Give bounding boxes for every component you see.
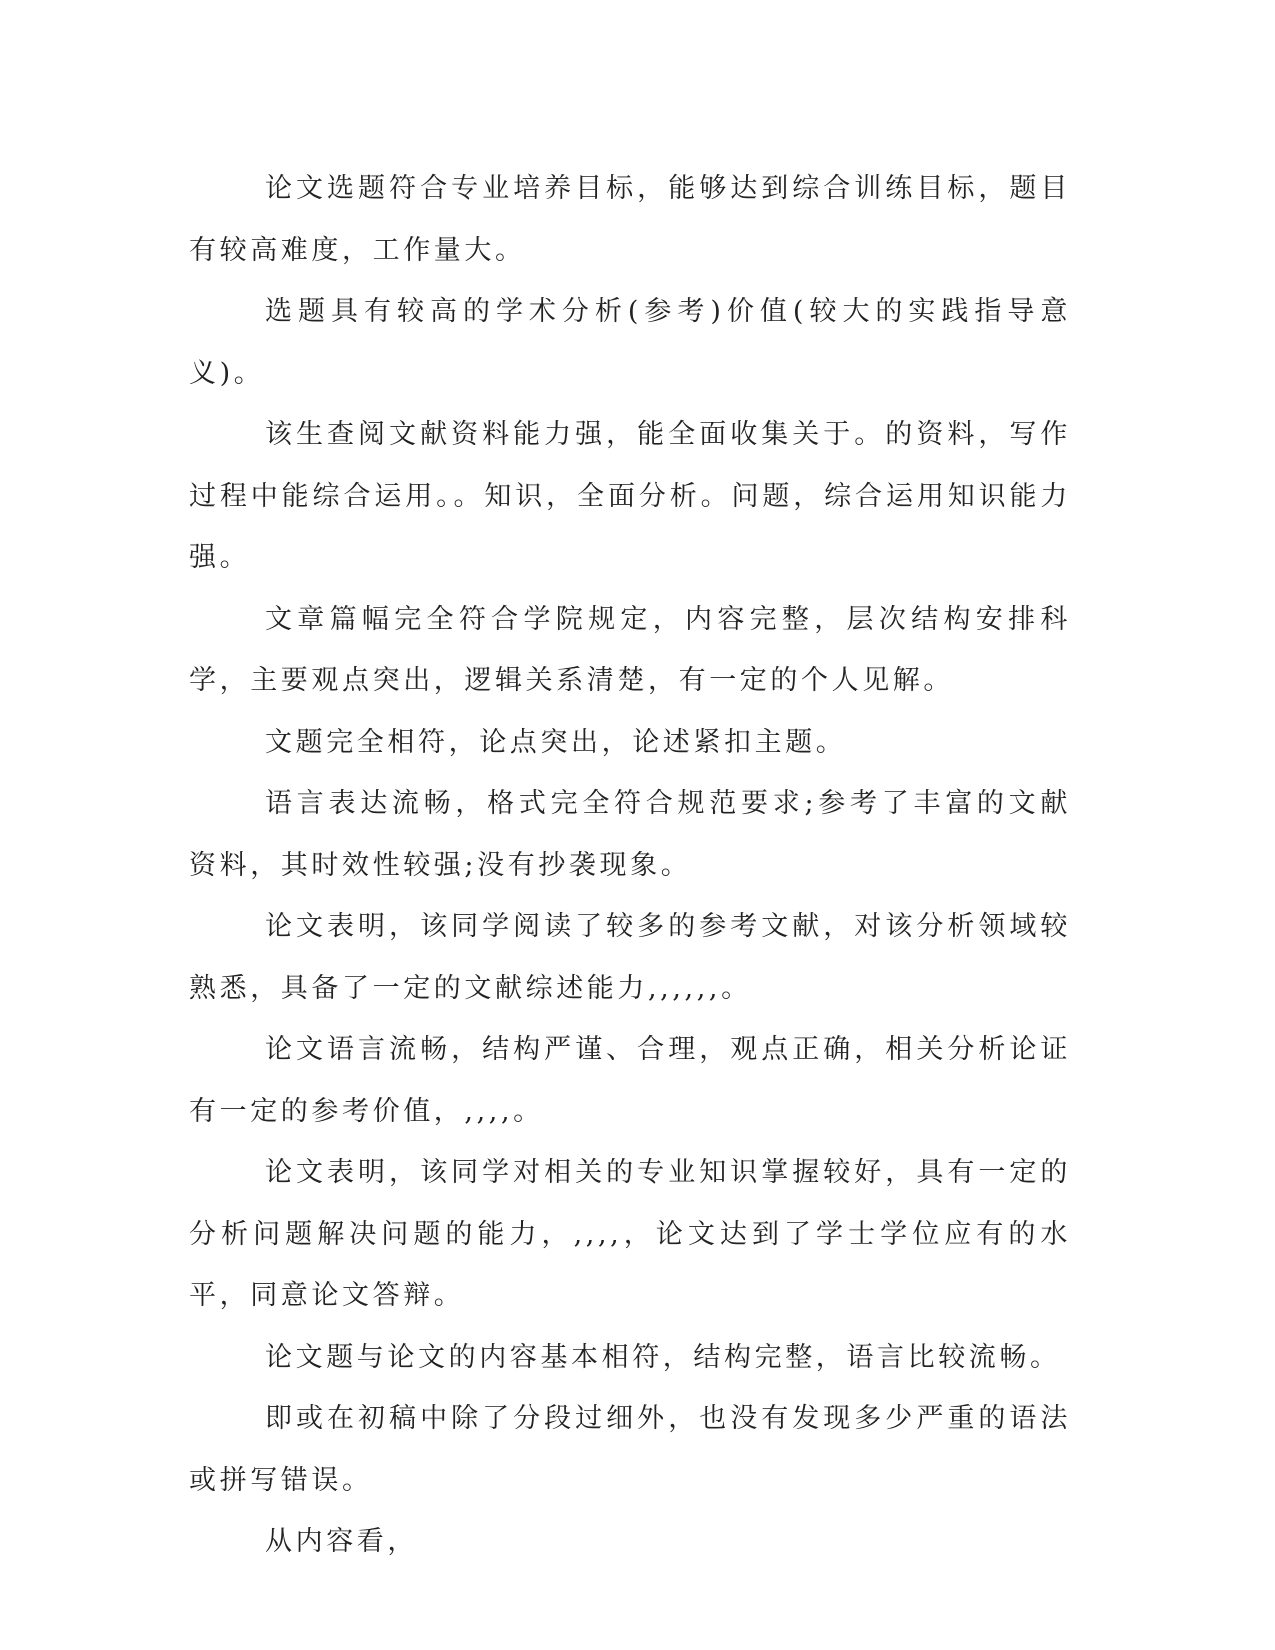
- document-body: [189, 158, 1071, 1573]
- paragraph-argumentation: 论文语言流畅，结构严谨、合理，观点正确，相关分析论证有一定的参考价值，,,,,。: [189, 1034, 1071, 1127]
- paragraph-draft-errors: 即或在初稿中除了分段过细外，也没有发现多少严重的语法或拼写错误。: [189, 1403, 1071, 1496]
- paragraph-academic-value: 选题具有较高的学术分析(参考)价值(较大的实践指导意义)。: [189, 296, 1071, 389]
- paragraph-language-format: 语言表达流畅，格式完全符合规范要求;参考了丰富的文献资料，其时效性较强;没有抄袭现象。: [189, 788, 1071, 881]
- paragraph-structure: 文章篇幅完全符合学院规定，内容完整，层次结构安排科学，主要观点突出，逻辑关系清楚，有一定的个人见解。: [189, 603, 1071, 696]
- paragraph-defense-approval: 论文表明，该同学对相关的专业知识掌握较好，具有一定的分析问题解决问题的能力，,,,,，论文达到了学士学位应有的水平，同意论文答辩。: [189, 1157, 1071, 1311]
- paragraph-literature-ability: 该生查阅文献资料能力强，能全面收集关于。的资料，写作过程中能综合运用。。知识，全面分析。问题，综合运用知识能力强。: [189, 419, 1071, 573]
- paragraph-topic-match: 文题完全相符，论点突出，论述紧扣主题。: [265, 726, 847, 758]
- paragraph-content-match: 论文题与论文的内容基本相符，结构完整，语言比较流畅。: [265, 1341, 1061, 1373]
- paragraph-literature-review: 论文表明，该同学阅读了较多的参考文献，对该分析领域较熟悉，具备了一定的文献综述能力,,,,,,。: [189, 911, 1071, 1004]
- paragraph-topic-selection: 论文选题符合专业培养目标，能够达到综合训练目标，题目有较高难度，工作量大。: [189, 173, 1071, 266]
- paragraph-content-view: 从内容看，: [265, 1526, 418, 1557]
